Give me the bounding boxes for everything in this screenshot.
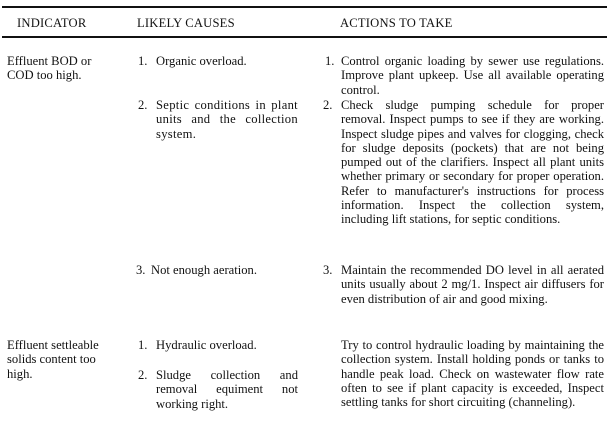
row-1-action-3 [323, 263, 604, 306]
row-1-cause-3 [136, 263, 296, 277]
cause-text: Hydraulic overload. [156, 338, 257, 352]
header-likely-causes: LIKELY CAUSES [137, 16, 235, 30]
cause-number: 2. [138, 98, 148, 112]
cause-number: 1. [138, 338, 148, 352]
row-2-action-1 [323, 338, 604, 409]
action-text: Control organic loading by sewer use regulations. Improve plant upkeep. Use all available operating control. [341, 54, 604, 97]
action-text: Maintain the recommended DO level in all aerated units usually about 2 mg/1. Inspect air diffusers for even distribution of air and good mixing. [341, 263, 604, 306]
row-1-cause-2 [138, 98, 298, 141]
action-text: Check sludge pumping schedule for proper removal. Inspect pumps to see if they are working. Inspect sludge pipes and valves for clogging, check for sludge deposits (pockets) that are not being pumped out of the clarifiers. Inspect all plant units whether primary or secondary for proper operation. Refer to manufacturer's instructions for process information. Inspect the collection system, including lift stations, for septic conditions. [341, 98, 604, 227]
row-1-cause-1 [138, 54, 298, 68]
action-number: 3. [323, 263, 333, 277]
action-number: 2. [323, 98, 333, 112]
cause-text: Septic conditions in plant units and the collection system. [156, 98, 298, 141]
cause-text: Sludge collection and removal equiment not working right. [156, 368, 298, 411]
row-2-cause-1 [138, 338, 298, 352]
cause-number: 3. [136, 263, 146, 277]
cause-text: Not enough aeration. [151, 263, 257, 277]
header-indicator: INDICATOR [17, 16, 87, 30]
row-2-indicator: Effluent settleable solids content too high. [7, 338, 99, 381]
row-1-action-2 [323, 98, 604, 227]
row-2-cause-2 [138, 368, 298, 411]
action-number: 1. [325, 54, 335, 68]
cause-text: Organic overload. [156, 54, 247, 68]
cause-number: 1. [138, 54, 148, 68]
top-rule [2, 6, 607, 8]
header-rule [2, 36, 607, 38]
header-actions: ACTIONS TO TAKE [340, 16, 453, 30]
row-1-action-1 [323, 54, 604, 97]
cause-number: 2. [138, 368, 148, 382]
action-text: Try to control hydraulic loading by maintaining the collection system. Install holding ponds or tanks to handle peak load. Check on wastewater flow rate often to see if plant capacity is exceeded, Inspect settling tanks for short circuiting (channeling). [341, 338, 604, 410]
row-1-indicator: Effluent BOD or COD too high. [7, 54, 92, 83]
